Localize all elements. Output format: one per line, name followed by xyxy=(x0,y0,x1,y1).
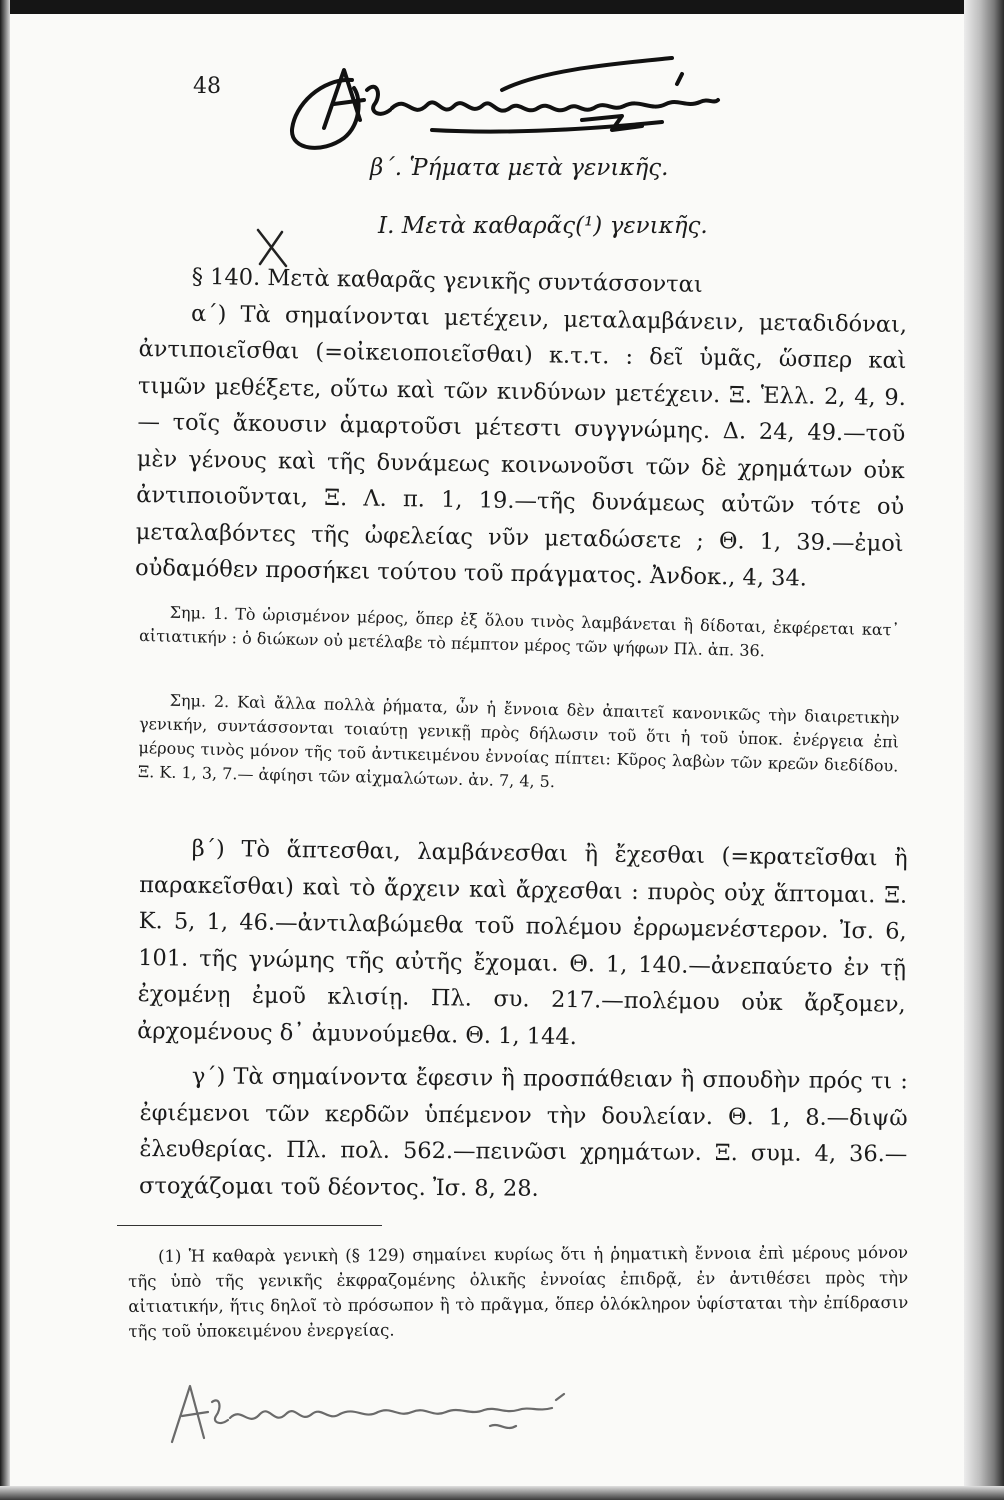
note-2: Σημ. 2. Καὶ ἄλλα πολλὰ ῥήματα, ὧν ἡ ἔννοια δὲν ἀπαιτεῖ κανονικῶς τὴν διαιρετικὴν γενικήν, συντάσσονται τοιαύτῃ γενικῇ πρὸς δήλωσιν τοῦ ὅτι ἡ τοῦ ὑποκ. ἐνέργεια ἐπὶ μέρους τινὸς μόνον τῆς τοῦ ἀντικειμένου ἐννοίας πίπτει: Κῦρος λαβὼν τῶν κρεῶν διεδίδου. Ξ. Κ. 1, 3, 7.— ἀφίησι τῶν αἰχμαλώτων. ἀν. 7, 4, 5. xyxy=(137,690,900,792)
page-number: 48 xyxy=(193,74,221,99)
paragraph-c-block xyxy=(139,1058,908,1209)
footnote-text: (1) Ἡ καθαρὰ γενικὴ (§ 129) σημαίνει κυρίως ὅτι ἡ ῥηματικὴ ἔννοια ἐπὶ μέρους μόνον τῆς ὑπὸ τῆς γενικῆς ἐκφραζομένης ὁλικῆς ἐννοίας ἐπιδρᾷ, ἐν ἀντιθέσει πρὸς τὴν αἰτιατικήν, ἥτις δηλοῖ τὸ πρόσωπον ἢ τὸ πρᾶγμα, ὅπερ ὁλόκληρον ὑφίσταται τὴν ἐπίδρασιν τῆς τοῦ ὑποκειμένου ἐνεργείας. xyxy=(128,1242,909,1341)
paragraph-140-heading: § 140. Μετὰ καθαρᾶς γενικῆς συντάσσονται xyxy=(191,263,703,298)
scan-edge-top xyxy=(0,0,1004,14)
note-1-block xyxy=(139,600,900,667)
paragraph-c-text: γ΄) Τὰ σημαίνοντα ἔφεσιν ἢ προσπάθειαν ἢ σπουδὴν πρός τι : ἐφιέμενοι τῶν κερδῶν ὑπέμενον τὴν δουλείαν. Θ. 1, 8.—διψῶ ἐλευθερίας. Πλ. πολ. 562.—πεινῶσι χρημάτων. Ξ. συμ. 4, 36.—στοχάζομαι τοῦ δέοντος. Ἰσ. 8, 28. xyxy=(139,1063,908,1202)
paragraph-b-text: β΄) Τὸ ἅπτεσθαι, λαμβάνεσθαι ἢ ἔχεσθαι (=κρατεῖσθαι ἢ παρακεῖσθαι) καὶ τὸ ἄρχειν καὶ ἄρχεσθαι : πυρὸς οὐχ ἅπτομαι. Ξ. Κ. 5, 1, 46.—ἀντιλαβώμεθα τοῦ πολέμου ἐρρωμενέστερον. Ἰσ. 6, 101. τῆς γνώμης τῆς αὐτῆς ἔχομαι. Θ. 1, 140.—ἀνεπαύετο ἐν τῇ ἐχομένῃ ἐμοῦ κλισίῃ. Πλ. συ. 217.—πολέμου οὐκ ἄρξομεν, ἀρχομένους δ᾽ ἀμυνούμεθα. Θ. 1, 144. xyxy=(137,835,908,1050)
section-subtitle: Ι. Μετὰ καθαρᾶς(¹) γενικῆς. xyxy=(378,213,708,239)
scan-edge-right xyxy=(964,0,1004,1500)
paragraph-140-block xyxy=(135,258,908,599)
note-2-block xyxy=(138,688,900,803)
note-1: Σημ. 1. Τὸ ὡρισμένον μέρος, ὅπερ ἐξ ὅλου τινὸς λαμβάνεται ἢ δίδοται, ἐκφέρεται κατ᾽ αἰτιατικήν : ὁ διώκων οὐ μετέλαβε τὸ πέμπτον μέρος τῶν ψήφων Πλ. ἀπ. 36. xyxy=(138,602,900,661)
section-title: β΄. Ῥήματα μετὰ γενικῆς. xyxy=(370,155,669,181)
signature-bottom xyxy=(160,1372,580,1452)
scan-edge-left xyxy=(0,0,10,1500)
signature-top xyxy=(282,50,722,160)
paragraph-140-text: α΄) Τὰ σημαίνονται μετέχειν, μεταλαμβάνειν, μεταδιδόναι, ἀντιποιεῖσθαι (=οἰκειοποιεῖσθαι) κ.τ.τ. : δεῖ ὑμᾶς, ὥσπερ καὶ τιμῶν μεθέξετε, οὕτω καὶ τῶν κινδύνων μετέχειν. Ξ. Ἑλλ. 2, 4, 9.— τοῖς ἄκουσιν ἁμαρτοῦσι μέτεστι συγγνώμης. Δ. 24, 49.—τοῦ μὲν γένους καὶ τῆς δυνάμεως κοινωνοῦσι τῶν δὲ χρημάτων οὐκ ἀντιποιοῦνται, Ξ. Λ. π. 1, 19.—τῆς δυνάμεως αὐτῶν τότε οὐ μεταλαβόντες τῆς ὠφελείας νῦν μεταδώσετε ; Θ. 1, 39.—ἐμοὶ οὐδαμόθεν προσήκει τούτου τοῦ πράγματος. Ἀνδοκ., 4, 34. xyxy=(134,300,908,592)
footnote-rule xyxy=(117,1225,382,1226)
paragraph-b-block xyxy=(137,830,908,1060)
footnote-block xyxy=(128,1240,909,1344)
scan-edge-bottom xyxy=(0,1486,1004,1500)
